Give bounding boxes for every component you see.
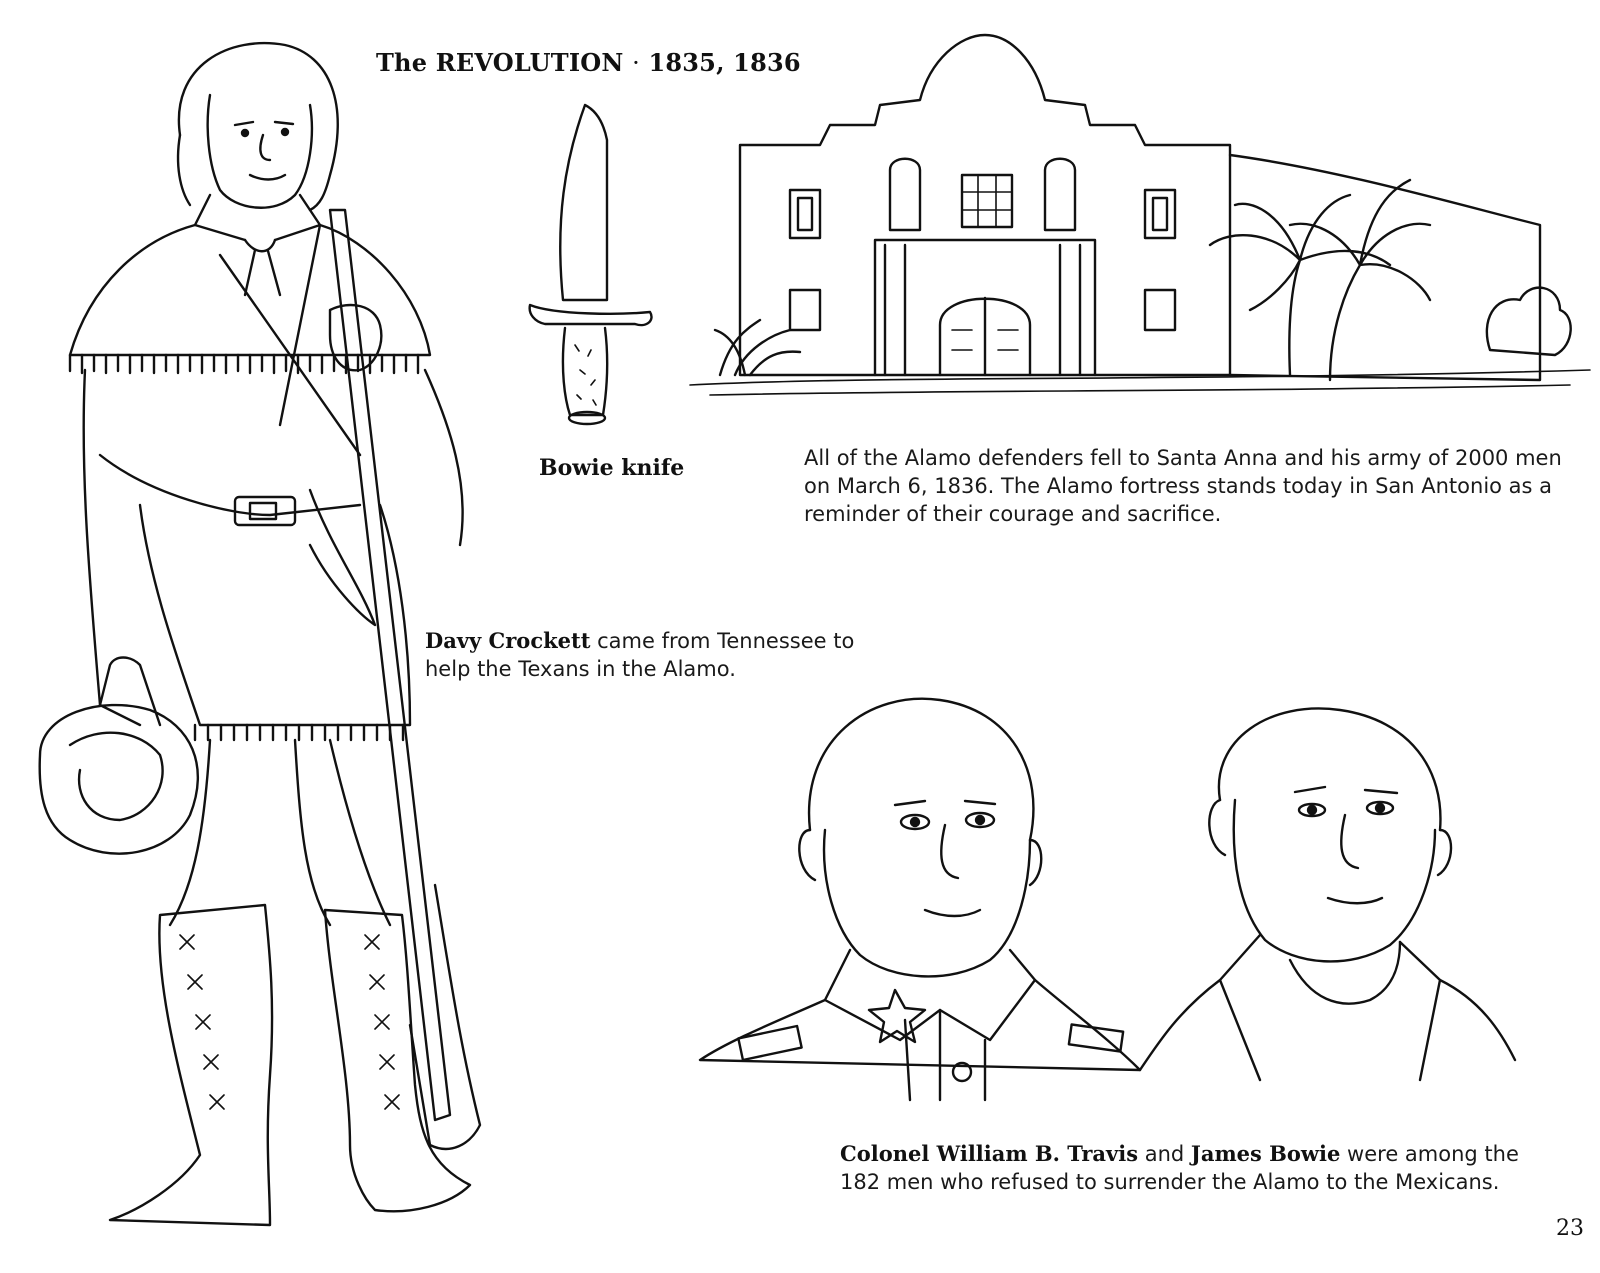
crockett-caption — [425, 627, 865, 683]
alamo-caption: All of the Alamo defenders fell to Santa Anna and his army of 2000 men on March 6, 1836. The Alamo fortress stands today in San Antonio as a reminder of their courage and sacrifice. — [804, 446, 1562, 526]
davy-crockett-illustration — [30, 25, 490, 1255]
bowie-name: James Bowie — [1190, 1141, 1341, 1166]
bowie-knife-label: Bowie knife — [539, 455, 685, 481]
bowie-knife-illustration — [525, 100, 655, 430]
title-separator: · — [632, 49, 640, 77]
crockett-name: Davy Crockett — [425, 628, 591, 653]
travis-name: Colonel William B. Travis — [840, 1141, 1139, 1166]
page-number: 23 — [1556, 1216, 1584, 1241]
travis-bowie-portraits — [700, 680, 1520, 1100]
title-main: The REVOLUTION — [376, 48, 624, 77]
crockett-caption-text: came from Tennessee to help the Texans in the Alamo. — [425, 629, 855, 681]
caption-joiner: and — [1144, 1142, 1185, 1166]
alamo-illustration — [690, 30, 1590, 410]
travis-bowie-caption-text: were among the 182 men who refused to surrender the Alamo to the Mexicans. — [840, 1142, 1519, 1194]
title-years: 1835, 1836 — [648, 48, 801, 77]
travis-bowie-caption — [840, 1140, 1540, 1196]
